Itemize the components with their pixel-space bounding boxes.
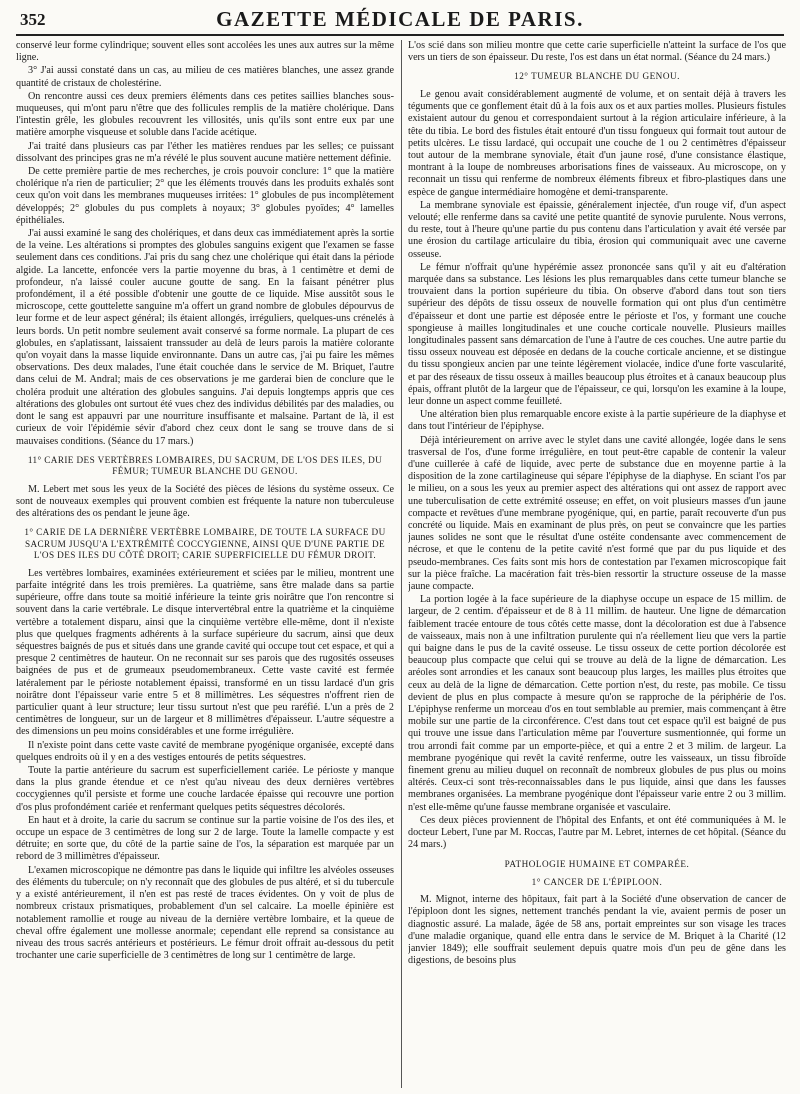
- subsection-heading: 1° CANCER DE L'ÉPIPLOON.: [531, 877, 663, 887]
- journal-title: GAZETTE MÉDICALE DE PARIS.: [216, 7, 584, 31]
- paragraph: 3° J'ai aussi constaté dans un cas, au milieu de ces matières blanches, une assez grande quantité de cristaux de cholestérine.: [16, 65, 394, 89]
- paragraph: En haut et à droite, la carie du sacrum se continue sur la partie voisine de l'os des iles, et occupe un espace de 3 centimètres de long sur 2 de large. Toute la lamelle compacte y est détruite; en sorte que, du côté de la partie saine de l'os, la séparation est marquée par un rebord de 3 millimètres d'épaisseur.: [16, 814, 394, 863]
- right-column: [408, 40, 786, 1088]
- paragraph: J'ai traité dans plusieurs cas par l'éther les matières rendues par les selles; ce puissant dissolvant des principes gras ne m'a révélé le plus souvent aucune matière nettement définie.: [16, 140, 394, 164]
- section-heading: 11° CARIE DES VERTÈBRES LOMBAIRES, DU SACRUM, DE L'OS DES ILES, DU FÉMUR; TUMEUR BLANCHE DU GENOU.: [27, 454, 383, 477]
- paragraph: Toute la partie antérieure du sacrum est superficiellement cariée. Le périoste y manque dans la plus grande étendue et ce n'est qu'au niveau des deux dernières vertèbres coccygiennes qu'il persiste et forme une couche lardacée épaisse qui recouvre une portion d'os plus profondément cariée et renfermant quelques petits séquestres décolorés.: [16, 765, 394, 813]
- subsection-heading: 1° CARIE DE LA DERNIÈRE VERTÈBRE LOMBAIRE, DE TOUTE LA SURFACE DU SACRUM JUSQU'A L'EXTRÉMITÉ COCCYGIENNE, AINSI QUE D'UNE PARTIE DE L'OS DES ILES DU CÔTÉ DROIT; CARIE SUPERFICIELLE DU FÉMUR DROIT.: [24, 527, 386, 561]
- paragraph: De cette première partie de mes recherches, je crois pouvoir conclure: 1° que la matière cholérique n'a rien de particulier; 2° que les éléments trouvés dans les produits exhalés sont ceux qu'on voit dans les membranes muqueuses irritées: 1° globules de pus incomplètement développés; 2° globules du pus complets à noyaux; 3° globules pyoïdes; 4° lamelles épithéliales.: [16, 166, 394, 226]
- column-divider: [401, 40, 402, 1088]
- paragraph: Les vertèbres lombaires, examinées extérieurement et sciées par le milieu, montrent une parfaite intégrité dans les trois premières. La quatrième, sans être malade dans sa partie supérieure, offre dans toute sa moitié inférieure la teinte gris noirâtre que l'on rencontre si souvent dans la carie vertébrale. Le disque intervertébral entre la quatrième et la cinquième vertèbre a totalement disparu, ainsi que la cinquième vertèbre elle-même, dont il n'existe plus que quelques fragments adhérents à la surface supérieure du sacrum, ainsi que deux séquestres baignés de pus et situés dans une grande cavité qui occupe tout cet espace, et qui a presque 2 centimètres de hauteur. On ne reconnait sur ses parois que des rugosités osseuses baignées de pus et de grumeaux pseudomembraneux. Cette vaste cavité est fermée latéralement par le périoste notablement épaissi, transformé en un tissu lardacé d'un gris noirâtre dont l'épaisseur varie entre 5 et 8 millimètres. Les séquestres n'offrent rien de particulier quant à leur structure; leur tissu surtout n'est que peu raréfié. L'un a près de 2 centimètres de longueur, sur un de largeur et 8 millimètres d'épaisseur. L'autre séquestre a des dimensions un peu moins considérables et une forme irrégulière.: [16, 567, 394, 738]
- paragraph: Le genou avait considérablement augmenté de volume, et on sentait déjà à travers les téguments que ce gonflement était dû à la fois aux os et aux parties molles. Plusieurs fistules existaient autour du genou et correspondaient surtout à la région articulaire inférieure, à la tête du tibia. Le bord des fistules était entouré d'un tissu fongueux qui formait tout autour de petits ulcères. Le tissu lardacé, qui occupait une couche de 1 ou 2 centimètres d'épaisseur tout autour de la membrane synoviale, était d'un jaune rosé, d'une consistance élastique, montrant à la loupe de nombreuses arborisations fines de vaisseaux. Au microscope, on y reconnait un tissu qui renferme de nombreux éléments fibreux et fibro-plastiques dans une espèce de gangue intermédiaire homogène et demi-transparente.: [408, 88, 786, 198]
- section-heading: 12° TUMEUR BLANCHE DU GENOU.: [514, 71, 680, 82]
- paragraph: Le fémur n'offrait qu'une hypérémie assez prononcée sans qu'il y ait eu d'altération marquée dans sa substance. Les lésions les plus remarquables dans cette tumeur blanche se trouvaient dans la portion supérieure du tibia. On observe d'abord dans tout son tiers supérieur des dépôts de tissu osseux de nouvelle formation qui ont plus d'un centimètre d'épaisseur et dont une partie est déposée entre le périoste et l'os, y formant une couche spongieuse à mailles longitudinales et une couche corticale nouvelle. Plusieurs mailles longitudinales passent sans démarcation de l'une à l'autre de ces couches. Une autre partie du tissu osseux nouveau est déposée en dedans de la couche corticale ancienne, et se distingue du tissu spongieux ancien par une teinte légèrement violacée, indice d'une forte vascularité, et par des réseaux de tissu osseux à mailles beaucoup plus étroites et à canaux beaucoup plus épais, offrant plutôt de la largeur que de l'épaisseur, ce qui, lorsqu'on les examine à la loupe, leur donne un aspect comme feuilleté.: [408, 261, 786, 407]
- paragraph: J'ai aussi examiné le sang des cholériques, et dans deux cas immédiatement après la sortie de la veine. Les altérations si promptes des globules sanguins exigent que l'examen se fasse seulement dans ces conditions. J'ai pris du sang chez une cholérique qui était dans la période algide. La lancette, enfoncée vers la partie moyenne du bras, à 1 centimètre et demi de profondeur, n'a laissé couler aucune goutte de sang. En la faisant pénétrer plus profondément, il a été possible d'obtenir une goutte de ce liquide. Mise aussitôt sous le microscope, cette gouttelette sanguine m'a offert un grand nombre de globules dépourvus de leur forme et de leur aspect général; ils étaient allongés, irréguliers, quelques-uns crénelés à leurs bords. Un petit nombre seulement avait conservé sa forme normale. La plupart de ces globules, en s'aplatissant, laissaient transsuder au delà de leurs parois la matière colorante qu'on voyait dans la masse liquide environnante. Dans un autre cas, j'ai pu faire les mêmes observations. Des deux malades, l'une était couchée dans le service de M. Briquet, l'autre dans celui de M. Andral; mais de ces observations je me garderai bien de conclure que le choléra produit une altération des globules sanguins. J'ai depuis longtemps appris que ces altérations des globules ont surtout été vues chez des individus débilités par des maladies, ou dont le sang est appauvri par une nourriture insuffisante et malsaine. Partant de là, il est curieux de voir l'épidémie sévir d'abord chez ceux dont le sang se trouve dans de si mauvaises conditions. (Séance du 17 mars.): [16, 228, 394, 447]
- paragraph: Une altération bien plus remarquable encore existe à la partie supérieure de la diaphyse et dans tout l'intérieur de l'épiphyse.: [408, 409, 786, 433]
- page-number: 352: [20, 10, 46, 29]
- paragraph: Ces deux pièces proviennent de l'hôpital des Enfants, et ont été communiquées à M. le docteur Lebert, l'une par M. Roccas, l'autre par M. Lebret, internes de cet hôpital. (Séance du 24 mars.): [408, 814, 786, 851]
- left-column: [16, 40, 394, 1088]
- paragraph: M. Lebert met sous les yeux de la Société des pièces de lésions du système osseux. Ce sont de nouveaux exemples qui prouvent combien est fréquente la nature non tuberculeuse des altérations des os pendant le jeune âge.: [16, 483, 394, 520]
- paragraph: La portion logée à la face supérieure de la diaphyse occupe un espace de 15 millim. de largeur, de 2 centim. d'épaisseur et de 8 à 11 millim. de hauteur. Une ligne de démarcation faiblement tracée entoure de tous côtés cette masse, dont la décoloration est due à l'absence de vaisseaux, mais non à une infiltration purulente qui n'a réellement lieu que vers la partie qui baigne dans le pus de la cavité osseuse. Le tissu osseux de cette portion décolorée est beaucoup plus compacte que celui qui se trouve au delà de la ligne de démarcation. Les aréoles sont arrondies et les canaux sont beaucoup plus larges, les mailles plus étroites que ceux au delà de la ligne de démarcation. Cette portion n'est, du reste, pas mobile. Ce tissu devient de plus en plus compacte à mesure qu'on se rapproche de la périphérie de l'os. L'épiphyse renferme un morceau d'os en tout semblable au premier, mais commençant à être mobile sur une partie de la circonférence. C'est dans tout cet espace qu'il est baigné de pus qui trouve une issue dans l'articulation même par l'ouverture susmentionnée, qui forme un trou arrondi fait comme par un emporte-pièce, et qui a entre 2 et 3 milim. de largeur. La membrane pyogénique qui revêt la cavité renferme, outre les vaisseaux, un tissu fibroïde finement grenu au milieu duquel on reconnaît de nombreux globules de pus plus ou moins altérés. Ceux-ci sont très-reconnaissables dans le pus liquide, ainsi que dans les fausses membranes organisées. La membrane pyogénique dont l'épaisseur varie entre 2 ou 3 millim. n'est elle-même qu'une fausse membrane organisée et vasculaire.: [408, 594, 786, 813]
- paragraph: conservé leur forme cylindrique; souvent elles sont accolées les unes aux autres sur la même ligne.: [16, 40, 394, 64]
- paragraph: L'examen microscopique ne démontre pas dans le liquide qui infiltre les alvéoles osseuses des éléments du tubercule; on n'y reconnaît que des globules de pus altéré, et si du tubercule y a existé antérieurement, il n'en est pas resté de traces évidentes. On y voit de plus de nombreux cristaux prismatiques, probablement d'un sel calcaire. La moelle épinière est notablement ramollie et rouge au niveau de la dernière vertèbre lombaire, et la queue de cheval offre également une mollesse anormale; cependant elle reprend sa consistance au niveau des trous sacrés antérieurs et postérieurs. Le fémur droit offrait au-dessous du petit trochanter une carie superficielle de 3 centimètres de long sur 1 centimètre de large.: [16, 864, 394, 962]
- page-header: [16, 6, 784, 36]
- paragraph: On rencontre aussi ces deux premiers éléments dans ces petites saillies blanches sous-muqueuses, qui m'ont paru n'être que des follicules remplis de la matière cholérique. Dans l'intestin grêle, les globules recouvrent les villosités, unis qu'ils sont entre eux par une matière amorphe visqueuse et soluble dans l'acide acétique.: [16, 90, 394, 139]
- paragraph: La membrane synoviale est épaissie, généralement injectée, d'un rouge vif, d'un aspect velouté; elle renferme dans sa cavité une petite quantité de synovie purulente. Nous verrons, du reste, tout à l'heure qu'une partie du pus contenu dans l'articulation y avait été versée par une érosion du cartilage articulaire du tibia, érosion qui communiquait avec une caverne osseuse.: [408, 199, 786, 260]
- paragraph: Il n'existe point dans cette vaste cavité de membrane pyogénique organisée, excepté dans quelques endroits où il y en a des vestiges entourés de petits séquestres.: [16, 739, 394, 763]
- paragraph: Déjà intérieurement on arrive avec le stylet dans une cavité allongée, logée dans le sens trasversal de l'os, d'une forme irrégulière, en tout peut-être capable de contenir la valeur d'une cuillerée à café de liquide, avec perte de substance due en moyenne partie à la disposition de la zone cartilagineuse qui sépare l'épiphyse de la diaphyse. En sciant l'os par le milieu, on a sous les yeux au premier aspect des altérations qui ont assez de rapport avec une tuberculisation de cette extrémité osseuse; en effet, on voit plusieurs masses d'un jaune compacte et revêtues d'une membrane pyogénique, qui, en partie, paraît recouverte d'un pus concrété ou liquide. Mais en examinant de plus près, on peut se convaincre que les parties jaunes solides ne sont que le résultat d'une ostéite condensante avec commencement de nécrose, et que le contenu de la petite cavité n'est formé que par du pus liquide et des pseudo-membranes. Ces faits sont mis hors de contestation par l'examen microscopique fait sur la pièce fraîche. La macération fait très-bien ressortir la structure osseuse de la masse jaune compacte.: [408, 434, 786, 593]
- text-columns: [16, 40, 786, 1088]
- paragraph: M. Mignot, interne des hôpitaux, fait part à la Société d'une observation de cancer de l'épiploon dont les signes, nettement tranchés pendant la vie, avaient permis de poser un diagnostic assuré. La malade, âgée de 58 ans, portait empreintes sur son visage les traces d'une maladie organique, quand elle entra dans le service de M. Briquet à la Charité (12 janvier 1849); elle souffrait seulement depuis quatre mois d'un peu de gêne dans les digestions, de besoins plus: [408, 894, 786, 967]
- paragraph: L'os scié dans son milieu montre que cette carie superficielle n'atteint la surface de l'os que vers un tiers de son épaisseur. Du reste, l'os est dans un état normal. (Séance du 24 mars.): [408, 40, 786, 64]
- section-heading: PATHOLOGIE HUMAINE ET COMPARÉE.: [504, 858, 690, 869]
